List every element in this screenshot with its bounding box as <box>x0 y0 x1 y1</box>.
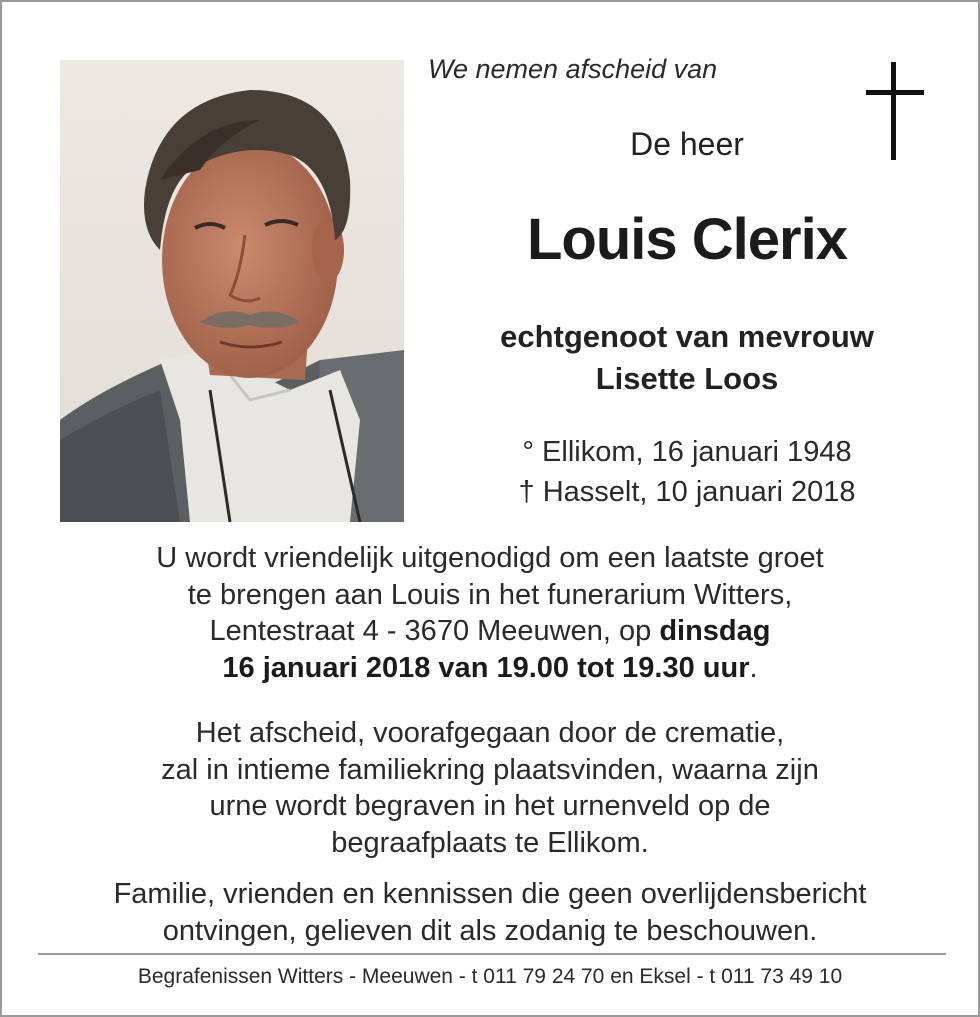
spouse-line-1: echtgenoot van mevrouw <box>500 319 874 354</box>
visitation-datetime: 16 januari 2018 van 19.00 tot 19.30 uur <box>222 651 750 684</box>
visitation-paragraph <box>2 540 978 686</box>
visitation-line-1: U wordt vriendelijk uitgenodigd om een laatste groet <box>156 542 824 574</box>
farewell-line-3: urne wordt begraven in het urnenveld op de <box>209 790 771 822</box>
deceased-name: Louis Clerix <box>527 207 847 272</box>
footer-divider <box>38 953 946 955</box>
latin-cross-icon <box>864 62 926 162</box>
farewell-line-4: begraafplaats te Ellikom. <box>331 826 649 859</box>
visitation-line-4-plain: . <box>749 651 758 684</box>
visitation-line-2: te brengen aan Louis in het funerarium Witters, <box>187 578 793 611</box>
closing-line-2: ontvingen, gelieven dit als zodanig te beschouwen. <box>162 914 818 947</box>
death-date: † Hasselt, 10 januari 2018 <box>518 476 856 508</box>
salutation: De heer <box>630 126 744 162</box>
closing-paragraph <box>2 876 978 949</box>
life-dates <box>422 432 952 512</box>
portrait-photo <box>60 60 404 522</box>
visitation-line-3-plain: Lentestraat 4 - 3670 Meeuwen, op <box>209 615 660 647</box>
visitation-line-3 <box>2 613 978 650</box>
spouse-line-2: Lisette Loos <box>595 361 779 396</box>
birth-date: ° Ellikom, 16 januari 1948 <box>522 436 852 468</box>
visitation-line-3-bold: dinsdag <box>659 615 771 647</box>
farewell-line-2: zal in intieme familiekring plaatsvinden, waarna zijn <box>161 753 819 786</box>
farewell-line-1: Het afscheid, voorafgegaan door de crematie, <box>195 717 785 749</box>
funeral-home-footer: Begrafenissen Witters - Meeuwen - t 011 79 24 70 en Eksel - t 011 73 49 10 <box>137 965 843 988</box>
spouse-block <box>422 316 952 400</box>
farewell-paragraph <box>2 715 978 861</box>
intro-text: We nemen afscheid van <box>428 54 718 84</box>
closing-line-1: Familie, vrienden en kennissen die geen overlijdensbericht <box>113 878 867 910</box>
visitation-line-4 <box>2 650 978 687</box>
